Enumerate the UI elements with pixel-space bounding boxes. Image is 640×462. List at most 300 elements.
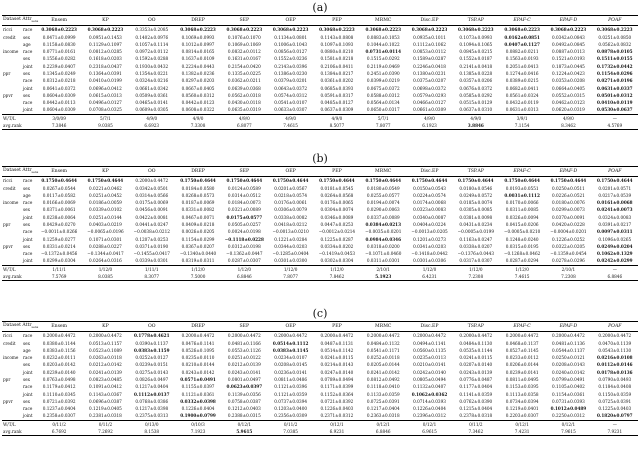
table-cell: 0.0484±0.1130 (459, 340, 493, 346)
table-row (2, 369, 638, 376)
row-dataset (2, 361, 22, 368)
summary-cell: 7.8077 (360, 122, 406, 130)
row-attr: age (23, 347, 31, 353)
table-cell: 0.0814±0.0165 (181, 49, 215, 55)
table-cell: −0.1418±0.0442 (411, 251, 448, 257)
table-cell: 0.1219±0.0401 (505, 406, 539, 412)
summary-cell: 8.5077 (314, 122, 360, 130)
header-method: POAF (592, 16, 638, 26)
table-cell: 0.3068±0.2223 (226, 27, 263, 33)
table-cell: 0.0241±0.0139 (89, 369, 122, 375)
table-cell: 0.2000±0.4472 (459, 333, 493, 339)
table-cell: 0.0252±0.0127 (135, 355, 169, 361)
table-cell: 0.0218±0.0574 (274, 192, 308, 198)
table-cell: 0.0771±0.0161 (42, 49, 76, 55)
table-cell: 0.0758±0.0387 (227, 398, 261, 404)
summary-cell: 1/11/1 (129, 265, 175, 273)
table-cell: 0.0251±0.0144 (89, 214, 122, 220)
row-attr: joint (23, 258, 33, 264)
table-cell: 0.3068±0.2223 (411, 27, 448, 33)
table-cell: 0.1750±0.4644 (411, 178, 448, 184)
table-cell: 0.1224±0.0423 (552, 70, 585, 76)
table-cell: 0.1091±0.0412 (89, 384, 122, 390)
summary-cell: 7.8462 (314, 273, 360, 281)
header-method: DREP (175, 167, 221, 177)
summary-cell: 8.3462 (545, 122, 591, 130)
table-cell: 0.1179±0.0412 (42, 384, 76, 390)
table-cell: 0.0514±0.1142 (320, 347, 354, 353)
row-attr: race (23, 100, 33, 106)
row-dataset: ricci (3, 333, 13, 339)
row-attr: race (23, 27, 33, 33)
table-cell: 0.0643±0.0372 (274, 85, 308, 91)
table-cell: 0.0790±0.0493 (598, 376, 632, 382)
row-attr: race (23, 78, 33, 84)
table-cell: 0.0409±0.0218 (181, 221, 215, 227)
row-dataset: ricci (3, 27, 13, 33)
table-cell: −0.1359±0.0454 (550, 251, 587, 257)
table-cell: 0.0811±0.0495 (505, 376, 539, 382)
row-attr: race (23, 251, 33, 257)
summary-cell: 4/9/0 (175, 114, 221, 122)
table-cell: 0.0441±0.0247 (135, 221, 169, 227)
row-attr: sex (23, 376, 30, 382)
row-dataset (2, 85, 22, 92)
summary-cell: 0/13/0 (129, 420, 175, 428)
table-cell: 0.0878±0.0105 (597, 49, 633, 55)
table-row (2, 228, 638, 235)
table-cell: 0.1163±0.0247 (459, 236, 493, 242)
table-cell: 0.1134±0.0801 (274, 34, 308, 40)
table-cell: 0.0384±0.0213 (365, 221, 401, 227)
table-cell: 0.0585±0.0292 (459, 92, 493, 98)
header-method: Ensem (36, 322, 82, 332)
table-cell: 0.0304±0.0074 (320, 207, 354, 213)
table-cell: 0.0667±0.0405 (181, 85, 215, 91)
header-dataset-attr: Dataset Attr$_{sens}$ (2, 322, 36, 332)
table-cell: 0.3068±0.2223 (180, 27, 216, 33)
header-method: MRMC (360, 16, 406, 26)
table-cell: 0.1364±0.0391 (89, 70, 122, 76)
table-cell: 0.0856±0.0127 (274, 49, 308, 55)
table-cell: 0.3068±0.2223 (365, 27, 401, 33)
table-cell: 0.1171±0.0399 (320, 384, 354, 390)
table-cell: 0.0249±0.0204 (597, 243, 633, 249)
table-row (2, 405, 638, 412)
table-row (2, 347, 638, 354)
table-cell: 0.0571±0.0491 (180, 376, 216, 382)
table-cell: 0.2000±0.4472 (366, 333, 400, 339)
table-cell: 0.3068±0.2223 (87, 27, 124, 33)
table-cell: 0.0203±0.0142 (42, 362, 76, 368)
table-cell: 0.0233±0.0112 (505, 355, 539, 361)
table-cell: 0.0311±0.0301 (366, 258, 400, 264)
table-cell: 0.1402±0.0976 (135, 34, 169, 40)
table-cell: 0.0430±0.0118 (227, 100, 261, 106)
table-cell: 0.0205±0.0144 (366, 362, 400, 368)
table-cell: −0.1340±0.0440 (179, 251, 217, 257)
table-cell: 0.1057±0.1114 (135, 41, 169, 47)
table-cell: 0.0324±0.0083 (598, 214, 632, 220)
table-cell: 0.0675±0.0372 (366, 85, 400, 91)
row-attr: sex (23, 34, 30, 40)
table-cell: 0.0187±0.0069 (181, 200, 215, 206)
summary-cell: — (592, 114, 638, 122)
table-cell: 0.1062±0.0362 (411, 391, 448, 397)
table-cell: 0.0117±0.0582 (42, 192, 76, 198)
summary-cell: 5.9615 (221, 428, 267, 436)
table-cell: −0.0013±0.0205 (411, 229, 448, 235)
table-cell: 0.0721±0.0392 (42, 398, 76, 404)
table-cell: 0.0249±0.0572 (459, 192, 493, 198)
table-cell: 0.2000±0.4472 (274, 333, 308, 339)
row-dataset: income (3, 355, 19, 361)
header-method: EPAF-C (499, 16, 545, 26)
table-cell: 0.0301±0.0306 (413, 258, 446, 264)
row-dataset: credit (3, 34, 16, 40)
table-cell: 0.1226±0.0252 (552, 236, 585, 242)
table-cell: 0.1382±0.0236 (181, 70, 215, 76)
table-cell: 0.0383±0.1145 (272, 347, 309, 353)
table-cell: 0.1012±0.0489 (550, 406, 587, 412)
table-cell: 0.0404±0.0224 (413, 221, 446, 227)
table-cell: 0.0526±0.1095 (181, 347, 215, 353)
summary-cell: 4/9/0 (406, 114, 452, 122)
summary-cell: 5/7/1 (360, 114, 406, 122)
header-method: Ensem (36, 16, 82, 26)
table-cell: 0.0287±0.0294 (505, 258, 539, 264)
table-cell: 0.0574±0.0312 (274, 92, 308, 98)
table-cell: 0.0641±0.0372 (42, 85, 76, 91)
table-cell: −0.0038±0.0212 (133, 229, 170, 235)
table-cell: 0.1143±0.0367 (89, 391, 122, 397)
table-cell: −0.1362±0.0447 (226, 251, 263, 257)
table-cell: 0.0268±0.0573 (181, 192, 215, 198)
table-row (2, 412, 638, 420)
table-cell: 0.1121±0.0361 (181, 391, 215, 397)
table-cell: 0.0264±0.0568 (320, 192, 354, 198)
table-row (2, 77, 638, 84)
header-method: OEP (267, 16, 313, 26)
table-cell: 0.0339±0.0102 (89, 207, 122, 213)
table-cell: 0.0541±0.1171 (366, 347, 400, 353)
table-cell: 0.0527±0.1145 (505, 347, 539, 353)
table-cell: 0.2371±0.0312 (320, 413, 354, 419)
table-cell: 0.1274±0.0416 (505, 70, 539, 76)
table-cell: 0.0361±0.0202 (320, 78, 354, 84)
header-method: EPAF-D (545, 322, 591, 332)
header-method: TSP.AP (453, 322, 499, 332)
table-cell: 0.1335±0.0225 (227, 70, 261, 76)
summary-cell: 4.5769 (592, 122, 638, 130)
summary-cell: 0/11/2 (36, 420, 82, 428)
header-method: EPAF-D (545, 167, 591, 177)
table-cell: 0.0725±0.0391 (366, 398, 400, 404)
table-cell: 0.0588±0.0312 (366, 92, 400, 98)
table-cell: 0.0241±0.0115 (320, 355, 354, 361)
table-cell: 0.1129±0.1097 (89, 41, 122, 47)
table-cell: −0.0004±0.0201 (550, 229, 587, 235)
table-cell: 0.0429±0.0270 (42, 221, 76, 227)
table-cell: 0.0214±0.0143 (320, 362, 354, 368)
table-cell: −0.1455±0.0417 (133, 251, 170, 257)
table-cell: 0.0635±0.0319 (227, 107, 261, 113)
table-cell: 0.2000±0.4472 (598, 333, 632, 339)
table-cell: 0.1105±0.0402 (552, 384, 585, 390)
header-method: POAF (592, 322, 638, 332)
table-cell: −0.1285±0.0404 (272, 251, 309, 257)
summary-cell: 7.4231 (499, 428, 545, 436)
summary-cell: 6.9615 (406, 428, 452, 436)
table-cell: 0.1750±0.4644 (180, 178, 216, 184)
table-cell: 0.0239±0.0140 (42, 369, 76, 375)
table-cell: 0.0097±0.0311 (597, 229, 633, 235)
table-cell: 0.0178±0.0136 (597, 369, 633, 375)
table-cell: 0.0217±0.0539 (598, 192, 632, 198)
table-cell: 0.0721±0.0392 (320, 398, 354, 404)
table-cell: 0.3068±0.2223 (458, 27, 494, 33)
table-cell: 0.0239±0.0141 (505, 369, 539, 375)
row-dataset (2, 99, 22, 106)
table-cell: 0.2224±0.0443 (181, 63, 215, 69)
table-cell: −0.0035±0.0201 (365, 229, 402, 235)
table-cell: 0.0623±0.0397 (226, 384, 263, 390)
results-table (2, 15, 638, 130)
table-cell: 0.1113±0.0358 (505, 391, 539, 397)
table-cell: 0.1384±0.0217 (320, 70, 354, 76)
table-cell: 0.0180±0.0549 (366, 185, 400, 191)
table-cell: 0.0206±0.0144 (505, 362, 539, 368)
row-dataset (2, 391, 22, 398)
table-cell: 0.0185±0.0074 (459, 200, 493, 206)
table-cell: 0.0383±0.1156 (42, 347, 76, 353)
table-row (2, 70, 638, 77)
table-cell: 0.0845±0.0215 (459, 49, 493, 55)
table-cell: −0.0005±0.0199 (457, 229, 494, 235)
table-cell: 0.0305±0.0085 (459, 207, 493, 213)
table-cell: 0.3068±0.2223 (319, 27, 355, 33)
summary-cell: 3/9/1 (499, 114, 545, 122)
table-cell: 0.2388±0.0315 (227, 413, 261, 419)
table-cell: 0.0812±0.0492 (366, 376, 400, 382)
table-cell: 0.0682±0.0411 (505, 85, 539, 91)
table-cell: 0.0318±0.0200 (366, 243, 400, 249)
table-cell: 0.1154±0.0361 (552, 391, 585, 397)
table-cell: 0.0541±0.0107 (274, 100, 308, 106)
table-cell: 0.0631±0.0337 (597, 85, 633, 91)
table-row (2, 391, 638, 398)
table-cell: 0.0201±0.0571 (598, 185, 632, 191)
table-cell: 0.1556±0.0282 (42, 56, 76, 62)
row-dataset (2, 412, 22, 420)
table-cell: 0.0367±0.0207 (181, 243, 215, 249)
table-cell: 0.0609±0.0305 (135, 107, 169, 113)
summary-cell: 6.1923 (406, 122, 452, 130)
table-cell: 0.0530±0.0637 (597, 107, 633, 113)
table-header-row (2, 167, 638, 177)
table-cell: 0.0768±0.0386 (135, 398, 169, 404)
table-cell: 0.0346±0.0089 (320, 214, 354, 220)
row-attr: race (23, 49, 33, 55)
summary-cell: 4/9/0 (221, 114, 267, 122)
table-cell: 0.3353±0.2085 (135, 27, 169, 33)
table-cell: 0.0212±0.0139 (227, 362, 261, 368)
header-method: KP (82, 322, 128, 332)
results-table (2, 321, 638, 436)
table-cell: 0.1155±0.0397 (181, 384, 215, 390)
table-cell: 0.1386±0.0230 (274, 70, 308, 76)
table-cell: 0.0447±0.0253 (320, 221, 354, 227)
table-cell: 0.0676±0.0372 (459, 85, 493, 91)
summary-cell: 1/12/0 (499, 265, 545, 273)
summary-cell: 8.0385 (82, 273, 128, 281)
summary-cell: 1/11/1 (36, 265, 82, 273)
row-attr: sex (23, 340, 30, 346)
table-cell: 0.0880±0.0210 (320, 49, 354, 55)
table-cell: 0.1207±0.0253 (135, 236, 169, 242)
table-row (2, 361, 638, 368)
table-cell: 0.0543±0.1130 (598, 347, 632, 353)
table-cell: 0.0379±0.0201 (274, 78, 308, 84)
summary-cell: 7.8077 (267, 273, 313, 281)
table-cell: 0.0698±0.0372 (413, 85, 446, 91)
row-dataset (2, 77, 22, 84)
summary-row (2, 114, 638, 122)
row-dataset: ppvr (3, 243, 13, 249)
table-cell: 0.0340±0.0087 (413, 214, 446, 220)
table-cell: 0.1217±0.0398 (135, 406, 169, 412)
table-cell: 0.0362±0.0211 (227, 78, 261, 84)
table-row (2, 185, 638, 192)
table-cell: 0.1631±0.0167 (227, 56, 261, 62)
table-cell: 0.1132±0.0407 (413, 384, 446, 390)
summary-cell: 4/9/0 (129, 114, 175, 122)
table-cell: 0.2119±0.0469 (366, 63, 400, 69)
table-cell: −0.0012±0.0214 (318, 229, 356, 235)
table-cell: 0.0353±0.0208 (552, 78, 585, 84)
table-cell: 0.0314±0.0512 (227, 192, 261, 198)
table-cell: 0.0255±0.0577 (366, 192, 400, 198)
table-cell: 0.0515±0.0129 (459, 100, 493, 106)
table-cell: 0.1750±0.4644 (597, 178, 633, 184)
table-row (2, 199, 638, 206)
table-cell: 0.2000±0.4472 (181, 333, 215, 339)
table-row (2, 99, 638, 106)
table-cell: 0.0371±0.0061 (42, 207, 76, 213)
table-cell: 0.1226±0.0404 (181, 406, 215, 412)
table-cell: 0.0267±0.0544 (42, 185, 76, 191)
summary-cell: 3/0/09 (36, 114, 82, 122)
table-cell: 0.0431±0.0234 (459, 221, 493, 227)
table-cell: 0.0243±0.0139 (459, 369, 493, 375)
table-cell: 0.0544±0.1137 (552, 347, 585, 353)
table-cell: 0.2000±0.4472 (89, 333, 122, 339)
header-method: SEP (221, 167, 267, 177)
table-cell: 0.1219±0.0405 (89, 406, 122, 412)
row-attr: sex (23, 92, 30, 98)
table-cell: 0.0170±0.0066 (505, 200, 539, 206)
table-cell: 0.0251±0.0122 (227, 355, 261, 361)
table-cell: 0.2451±0.0390 (366, 70, 400, 76)
table-cell: 0.0271±0.0196 (597, 78, 633, 84)
table-cell: 0.2106±0.0411 (320, 63, 354, 69)
table-cell: 0.1153±0.0395 (505, 384, 539, 390)
table-cell: 0.1750±0.4644 (550, 178, 587, 184)
table-cell: 0.0620±0.0319 (552, 107, 585, 113)
table-cell: 0.0762±0.0390 (459, 398, 493, 404)
table-cell: 0.1385±0.0228 (459, 70, 493, 76)
row-dataset: ppvr (3, 92, 13, 98)
table-cell: 0.1006±0.1043 (274, 41, 308, 47)
row-dataset (2, 192, 22, 199)
table-cell: 0.2396±0.0312 (413, 413, 446, 419)
table-cell: 0.0664±0.0405 (552, 85, 585, 91)
row-dataset (2, 63, 22, 70)
row-dataset (2, 228, 22, 235)
table-cell: 0.0734±0.0394 (505, 398, 539, 404)
table-row (2, 55, 638, 62)
row-attr: age (23, 192, 31, 198)
summary-row (2, 428, 638, 436)
table-cell: 0.0604±0.0309 (42, 107, 76, 113)
table-cell: 0.0287±0.0307 (227, 258, 261, 264)
table-cell: 0.1225±0.0403 (598, 406, 632, 412)
table-cell: 0.0341±0.0203 (413, 243, 446, 249)
table-cell: 0.1141±0.0359 (459, 391, 493, 397)
summary-label: avg.rank (2, 428, 36, 436)
table-cell: 0.1154±0.0299 (181, 236, 215, 242)
table-cell: 0.0357±0.0206 (459, 78, 493, 84)
table-cell: 0.0513±0.1157 (89, 340, 122, 346)
table-cell: 0.0175±0.0577 (226, 214, 263, 220)
table-cell: 0.0481±0.1166 (227, 340, 261, 346)
table-cell: 0.0391±0.0217 (598, 221, 632, 227)
table-cell: 0.0251±0.0452 (89, 192, 122, 198)
table-row (2, 214, 638, 221)
summary-cell: 7.4615 (267, 122, 313, 130)
table-cell: 0.0207±0.0140 (459, 362, 493, 368)
header-method: OO (129, 167, 175, 177)
table-cell: 0.0208±0.0145 (274, 362, 308, 368)
table-cell: 0.0181±0.0545 (320, 185, 354, 191)
table-cell: 0.2356±0.0309 (274, 413, 308, 419)
table-cell: 0.0331±0.0214 (42, 243, 76, 249)
table-cell: 0.0243±0.0142 (181, 369, 215, 375)
summary-cell: 7.0385 (267, 428, 313, 436)
table-cell: 0.0615±0.0313 (89, 92, 122, 98)
summary-cell: 0/11/2 (267, 420, 313, 428)
table-cell: 0.0321±0.0089 (227, 207, 261, 213)
table-cell: 0.0487±0.1131 (320, 340, 354, 346)
table-cell: 0.0661±0.0309 (413, 107, 446, 113)
table-cell: 0.0370±0.0091 (552, 214, 585, 220)
table-cell: 0.0326±0.0094 (505, 214, 539, 220)
summary-cell: 6.4231 (406, 273, 452, 281)
summary-cell: 7.2692 (82, 428, 128, 436)
row-attr: race (23, 406, 33, 412)
table-cell: 0.0407±0.1127 (504, 41, 540, 47)
table-cell: 0.0468±0.1137 (505, 340, 539, 346)
table-cell: 0.0239±0.0151 (135, 362, 169, 368)
table-cell: 0.0338±0.0082 (274, 214, 308, 220)
table-cell: 0.0714±0.0393 (413, 398, 446, 404)
table-cell: −0.1071±0.0460 (365, 251, 402, 257)
row-dataset (2, 106, 22, 114)
table-cell: 0.0184±0.0073 (227, 200, 261, 206)
table-cell: 0.0210±0.0141 (413, 362, 446, 368)
table-cell: 0.0887±0.0113 (552, 49, 585, 55)
table-cell: 0.0650±0.0317 (366, 107, 400, 113)
